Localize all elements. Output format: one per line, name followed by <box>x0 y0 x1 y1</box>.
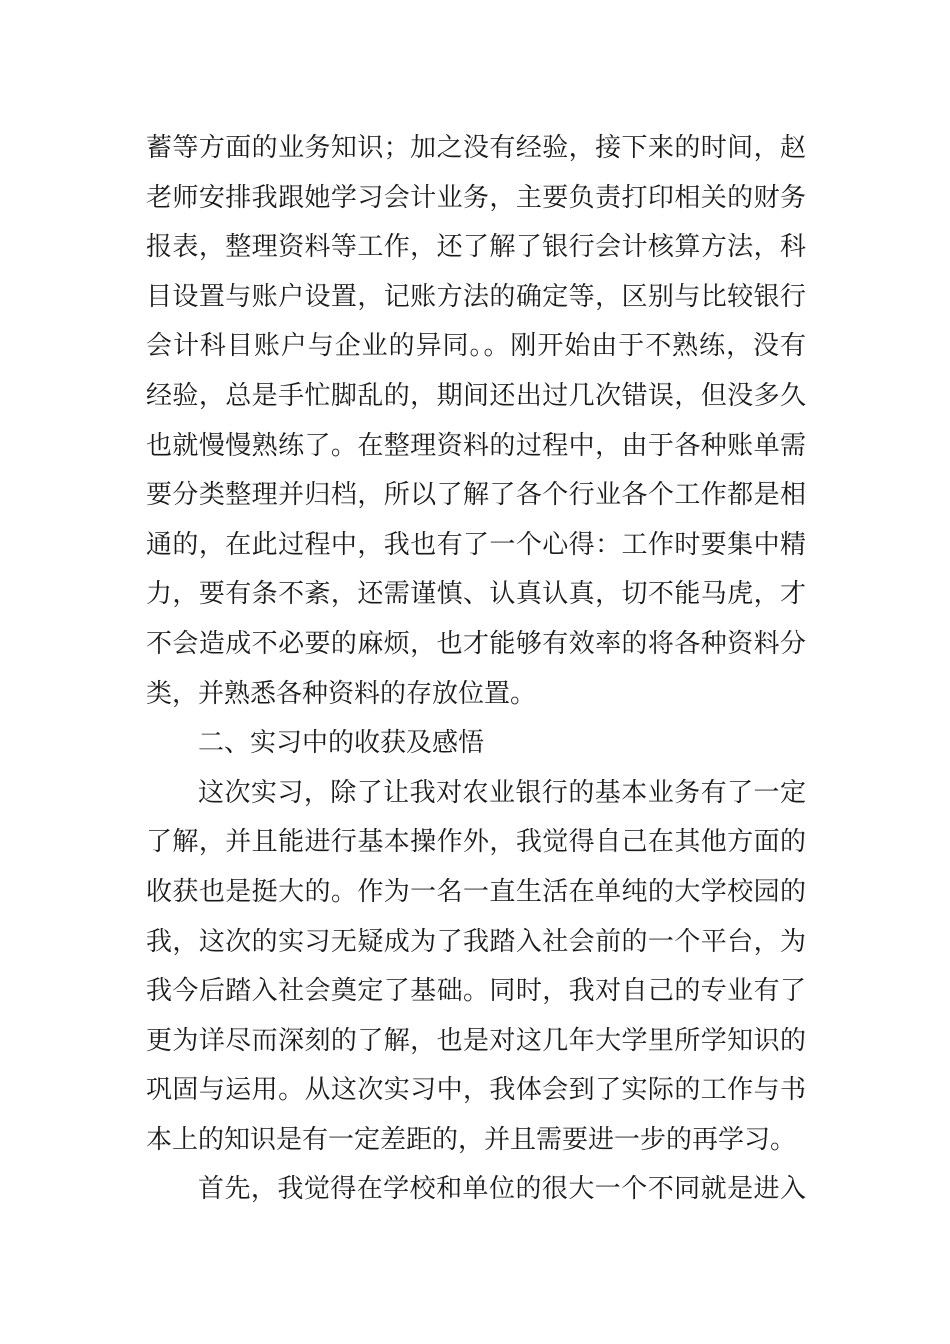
text-line: 首先，我觉得在学校和单位的很大一个不同就是进入 <box>198 1174 806 1205</box>
text-line: 我今后踏入社会奠定了基础。同时，我对自己的专业有了 <box>146 976 806 1007</box>
text-line: 老师安排我跟她学习会计业务，主要负责打印相关的财务 <box>146 182 806 213</box>
text-line: 蓄等方面的业务知识；加之没有经验，接下来的时间，赵 <box>146 133 806 163</box>
text-line: 力，要有条不紊，还需谨慎、认真认真，切不能马虎，才 <box>146 579 806 610</box>
document-page <box>146 124 806 1215</box>
text-line: 会计科目账户与企业的异同。。刚开始由于不熟练，没有 <box>146 331 806 362</box>
section-heading: 二、实习中的收获及感悟 <box>198 728 485 759</box>
text-line: 巩固与运用。从这次实习中，我体会到了实际的工作与书 <box>146 1075 806 1106</box>
paragraph-work-experience <box>146 124 806 719</box>
text-line: 本上的知识是有一定差距的，并且需要进一步的再学习。 <box>146 1124 797 1155</box>
text-line: 不会造成不必要的麻烦，也才能够有效率的将各种资料分 <box>146 628 806 659</box>
text-line: 报表，整理资料等工作，还了解了银行会计核算方法，科 <box>146 232 806 263</box>
text-line: 类，并熟悉各种资料的存放位置。 <box>146 678 537 709</box>
text-line: 也就慢慢熟练了。在整理资料的过程中，由于各种账单需 <box>146 430 806 461</box>
paragraph-first <box>146 1165 806 1215</box>
text-line: 了解，并且能进行基本操作外，我觉得自己在其他方面的 <box>146 827 806 858</box>
text-line: 收获也是挺大的。作为一名一直生活在单纯的大学校园的 <box>146 876 806 907</box>
text-line: 更为详尽而深刻的了解，也是对这几年大学里所学知识的 <box>146 1025 806 1056</box>
text-line: 我，这次的实习无疑成为了我踏入社会前的一个平台，为 <box>146 926 806 957</box>
text-line: 通的，在此过程中，我也有了一个心得：工作时要集中精 <box>146 529 806 560</box>
text-line: 这次实习，除了让我对农业银行的基本业务有了一定 <box>198 777 806 808</box>
paragraph-gains <box>146 769 806 1166</box>
text-line: 目设置与账户设置，记账方法的确定等，区别与比较银行 <box>146 281 806 312</box>
text-line: 经验，总是手忙脚乱的，期间还出过几次错误，但没多久 <box>146 380 806 411</box>
text-line: 要分类整理并归档，所以了解了各个行业各个工作都是相 <box>146 480 806 511</box>
